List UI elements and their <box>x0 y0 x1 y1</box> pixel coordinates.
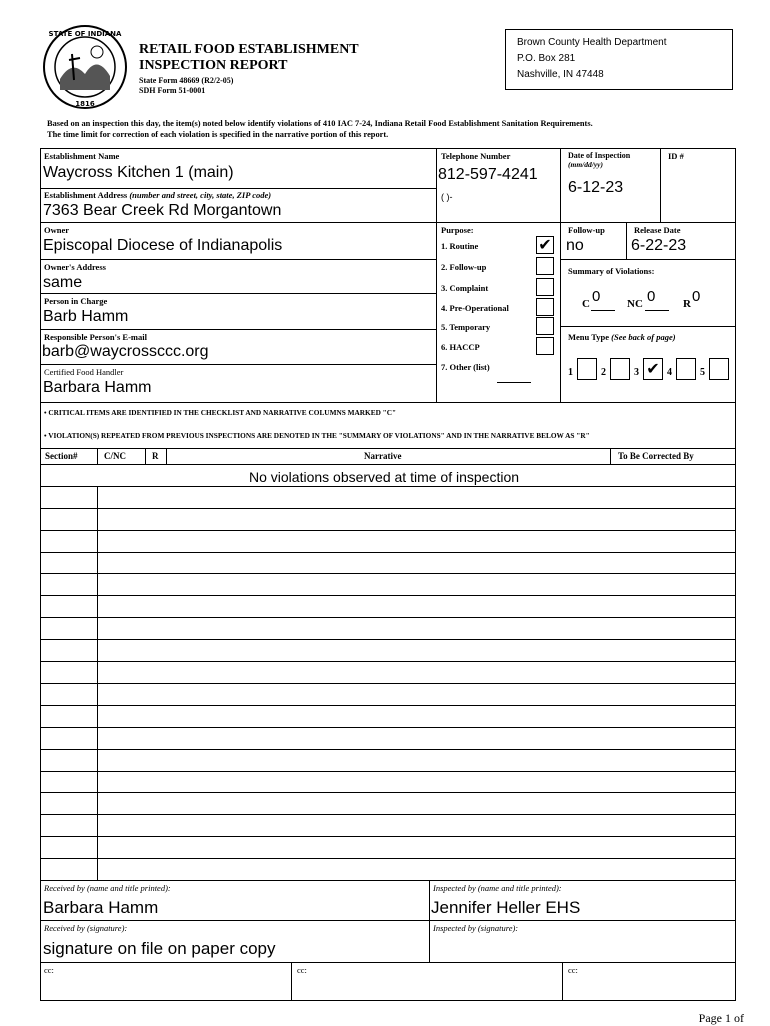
department-city: Nashville, IN 47448 <box>517 69 604 80</box>
purpose-label: Purpose: <box>441 225 474 235</box>
corrected-by-column-header: To Be Corrected By <box>618 451 694 461</box>
summary-c-value[interactable]: 0 <box>592 288 601 305</box>
narrative-row-divider <box>40 639 736 640</box>
release-date-label: Release Date <box>634 225 681 235</box>
address-field[interactable]: 7363 Bear Creek Rd Morgantown <box>43 202 282 219</box>
purpose-option-label: 1. Routine <box>441 241 479 251</box>
state-form-number: State Form 48669 (R2/2-05) <box>139 76 234 85</box>
purpose-checkbox[interactable]: ✔ <box>536 236 554 254</box>
telephone-label: Telephone Number <box>441 151 511 161</box>
department-po-box: P.O. Box 281 <box>517 53 576 64</box>
form-title: RETAIL FOOD ESTABLISHMENT <box>139 42 359 57</box>
establishment-name-field[interactable]: Waycross Kitchen 1 (main) <box>43 164 234 181</box>
purpose-checkbox[interactable] <box>536 317 554 335</box>
menu-type-label: Menu Type (See back of page) <box>568 332 676 342</box>
narrative-row-divider <box>40 858 736 859</box>
purpose-other-line[interactable] <box>497 382 531 383</box>
narrative-row-divider <box>40 661 736 662</box>
purpose-option-label: 5. Temporary <box>441 322 491 332</box>
narrative-row-divider <box>40 530 736 531</box>
page-number: Page 1 of <box>698 1011 744 1025</box>
purpose-option-label: 4. Pre-Operational <box>441 303 509 313</box>
purpose-option-label: 7. Other (list) <box>441 362 490 372</box>
telephone-field[interactable]: 812-597-4241 <box>438 166 538 183</box>
repeat-column-header: R <box>152 451 159 461</box>
person-in-charge-label: Person in Charge <box>44 296 108 306</box>
person-in-charge-field[interactable]: Barb Hamm <box>43 308 129 325</box>
inspected-by-field[interactable]: Jennifer Heller EHS <box>431 898 581 917</box>
menu-type-hint: (See back of page) <box>611 332 676 342</box>
narrative-row-divider <box>40 727 736 728</box>
menu-type-checkbox[interactable] <box>610 358 630 380</box>
sdh-form-number: SDH Form 51-0001 <box>139 86 206 95</box>
purpose-option-label: 3. Complaint <box>441 283 489 293</box>
received-signature-field[interactable]: signature on file on paper copy <box>43 939 276 958</box>
purpose-checkbox[interactable] <box>536 278 554 296</box>
email-field[interactable]: barb@waycrossccc.org <box>42 343 209 360</box>
menu-type-number: 4 <box>667 367 672 378</box>
inspected-signature-label: Inspected by (signature): <box>433 923 519 933</box>
menu-type-number: 3 <box>634 367 639 378</box>
received-signature-label: Received by (signature): <box>44 923 128 933</box>
menu-type-checkbox[interactable] <box>577 358 597 380</box>
summary-c-label: C <box>582 298 590 310</box>
date-label: Date of Inspection <box>568 151 631 160</box>
cc-field-3[interactable]: cc: <box>568 965 578 975</box>
summary-label: Summary of Violations: <box>568 266 655 276</box>
owner-address-label: Owner's Address <box>44 262 106 272</box>
narrative-row-divider <box>40 508 736 509</box>
narrative-row-divider <box>40 771 736 772</box>
address-hint: (number and street, city, state, ZIP code) <box>129 190 272 200</box>
summary-r-label: R <box>683 298 691 310</box>
id-label: ID # <box>668 151 684 161</box>
menu-type-checkbox[interactable]: ✔ <box>643 358 663 380</box>
menu-type-checkbox[interactable] <box>709 358 729 380</box>
menu-type-number: 1 <box>568 367 573 378</box>
owner-field[interactable]: Episcopal Diocese of Indianapolis <box>43 237 283 254</box>
narrative-row-divider <box>40 792 736 793</box>
narrative-row-divider <box>40 705 736 706</box>
received-by-label: Received by (name and title printed): <box>44 883 171 893</box>
menu-type-number: 5 <box>700 367 705 378</box>
followup-label: Follow-up <box>568 225 605 235</box>
followup-field[interactable]: no <box>566 237 584 254</box>
food-handler-field[interactable]: Barbara Hamm <box>43 379 152 396</box>
svg-text:1816: 1816 <box>75 100 95 108</box>
purpose-checkbox[interactable] <box>536 298 554 316</box>
purpose-checkbox[interactable] <box>536 257 554 275</box>
menu-type-checkbox[interactable] <box>676 358 696 380</box>
owner-address-field[interactable]: same <box>43 274 83 291</box>
address-label: Establishment Address (number and street, city, state, ZIP code) <box>44 190 272 200</box>
email-label: Responsible Person's E-mail <box>44 332 147 342</box>
narrative-first-row-text[interactable]: No violations observed at time of inspection <box>249 469 520 485</box>
date-format-hint: (mm/dd/yy) <box>568 160 603 169</box>
establishment-name-label: Establishment Name <box>44 151 120 161</box>
narrative-row-divider <box>40 573 736 574</box>
narrative-row-divider <box>40 814 736 815</box>
critical-items-note: • CRITICAL ITEMS ARE IDENTIFIED IN THE CHECKLIST AND NARRATIVE COLUMNS MARKED "C" <box>44 408 397 417</box>
narrative-row-divider <box>40 617 736 618</box>
section-column-header: Section# <box>45 451 78 461</box>
svg-text:STATE OF INDIANA: STATE OF INDIANA <box>48 30 122 38</box>
narrative-row-divider <box>40 749 736 750</box>
date-of-inspection-field[interactable]: 6-12-23 <box>568 179 624 196</box>
narrative-row-divider <box>40 595 736 596</box>
intro-line-2: The time limit for correction of each violation is specified in the narrative portion of this report. <box>47 130 389 139</box>
cc-field-1[interactable]: cc: <box>44 965 54 975</box>
form-subtitle: INSPECTION REPORT <box>139 58 288 73</box>
summary-nc-label: NC <box>627 298 643 310</box>
summary-r-value[interactable]: 0 <box>692 288 701 305</box>
purpose-option-label: 2. Follow-up <box>441 262 487 272</box>
telephone-blank: ( )- <box>441 192 453 202</box>
menu-type-number: 2 <box>601 367 606 378</box>
section-column-divider <box>97 486 98 880</box>
narrative-column-header: Narrative <box>364 451 402 461</box>
inspected-by-label: Inspected by (name and title printed): <box>433 883 562 893</box>
narrative-row-divider <box>40 486 736 487</box>
department-name: Brown County Health Department <box>517 37 667 48</box>
purpose-option-label: 6. HACCP <box>441 342 480 352</box>
repeated-violations-note: • VIOLATION(S) REPEATED FROM PREVIOUS INSPECTIONS ARE DENOTED IN THE "SUMMARY OF VIOLATIONS" AND IN THE NARRATIVE BELOW AS "R" <box>44 431 590 440</box>
owner-label: Owner <box>44 225 70 235</box>
food-handler-label: Certified Food Handler <box>44 367 124 377</box>
purpose-checkbox[interactable] <box>536 337 554 355</box>
cnc-column-header: C/NC <box>104 451 126 461</box>
summary-nc-value[interactable]: 0 <box>647 288 656 305</box>
narrative-row-divider <box>40 552 736 553</box>
narrative-row-divider <box>40 836 736 837</box>
state-seal-logo <box>42 24 128 110</box>
cc-field-2[interactable]: cc: <box>297 965 307 975</box>
narrative-row-divider <box>40 683 736 684</box>
received-by-field[interactable]: Barbara Hamm <box>43 898 159 917</box>
release-date-field[interactable]: 6-22-23 <box>631 237 687 254</box>
intro-line-1: Based on an inspection this day, the item(s) noted below identify violations of 410 IAC 7-24, Indiana Retail Food Establishment Sanitation Requirements. <box>47 119 593 128</box>
